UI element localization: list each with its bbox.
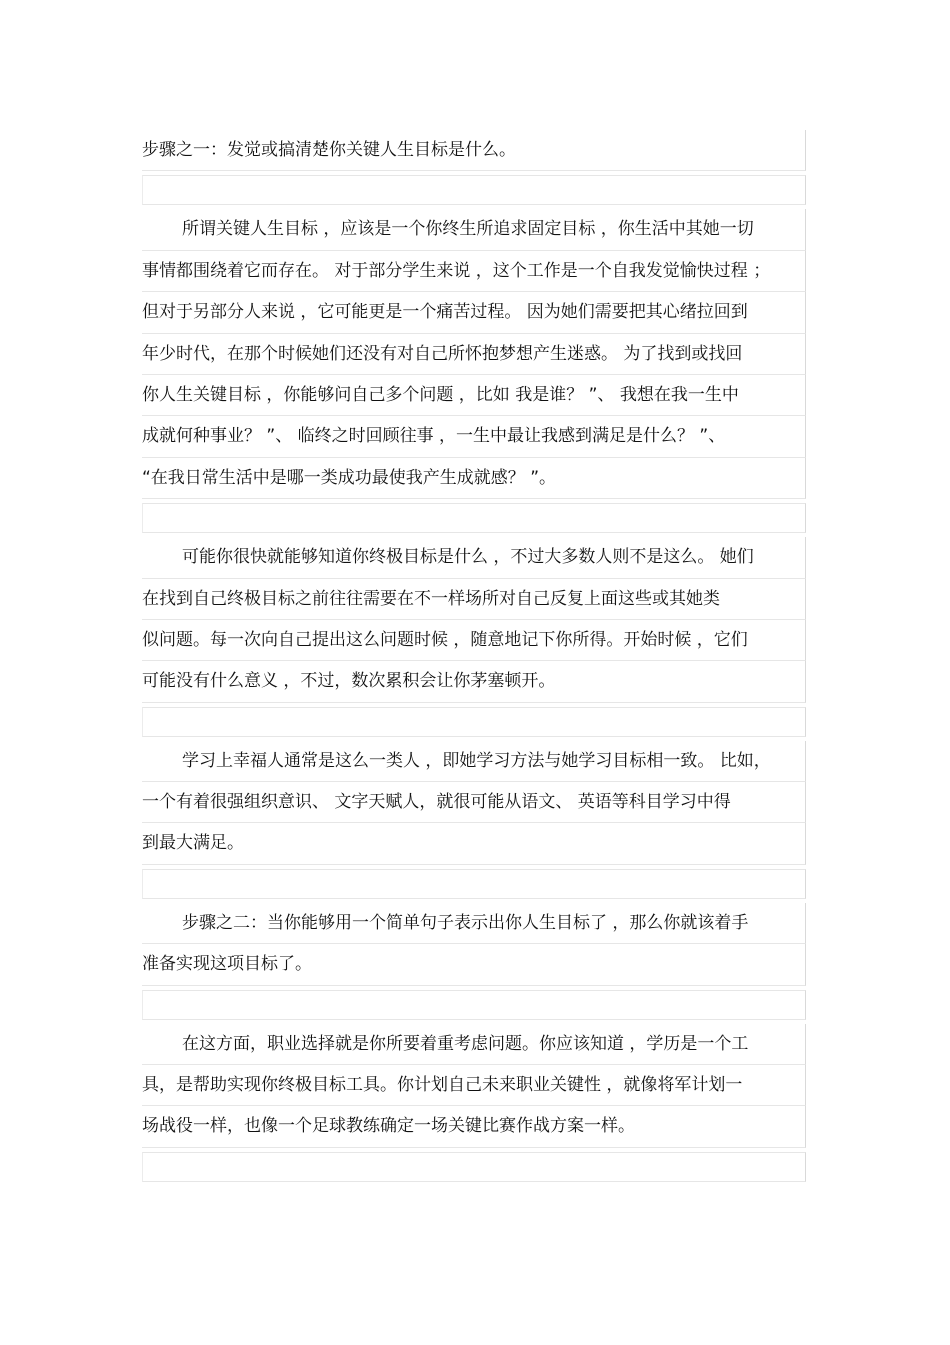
text-line (142, 579, 806, 620)
text-line (142, 458, 806, 499)
line-text: 所谓关键人生目标 ，应该是一个你终生所追求固定目标 ，你生活中其她一切 (182, 219, 754, 240)
line-text: 步骤之一：发觉或搞清楚你关键人生目标是什么。 (142, 140, 516, 160)
blank-row (142, 503, 806, 533)
line-text: 可能你很快就能够知道你终极目标是什么 ，不过大多数人则不是这么。 她们 (182, 547, 754, 568)
text-line (142, 209, 806, 250)
line-text: 一个有着很强组织意识、 文字天赋人，就很可能从语文、 英语等科目学习中得 (142, 792, 731, 813)
line-text: 步骤之二：当你能够用一个简单句子表示出你人生目标了 ，那么你就该着手 (182, 912, 749, 933)
text-line (142, 661, 806, 702)
text-line (142, 741, 806, 782)
text-line (142, 1065, 806, 1106)
line-text: 具，是帮助实现你终极目标工具。你计划自己未来职业关键性 ，就像将军计划一 (142, 1075, 743, 1096)
text-line (142, 292, 806, 333)
line-text: 可能没有什么意义 ，不过，数次累积会让你茅塞顿开。 (142, 671, 556, 692)
line-text: 准备实现这项目标了。 (142, 954, 312, 975)
line-text: 你人生关键目标 ，你能够问自己多个问题 ，比如 我是谁？ ”、 我想在我一生中 (142, 384, 739, 405)
text-line (142, 782, 806, 823)
line-text: 在找到自己终极目标之前往往需要在不一样场所对自己反复上面这些或其她类 (142, 588, 720, 609)
text-line (142, 903, 806, 944)
line-text: “在我日常生活中是哪一类成功最使我产生成就感？ ”。 (142, 467, 557, 488)
blank-row (142, 869, 806, 899)
line-text: 场战役一样，也像一个足球教练确定一场关键比赛作战方案一样。 (142, 1116, 635, 1137)
blank-row (142, 1152, 806, 1182)
text-line (142, 416, 806, 457)
line-text: 年少时代，在那个时候她们还没有对自己所怀抱梦想产生迷惑。 为了找到或找回 (142, 343, 743, 364)
text-line (142, 334, 806, 375)
text-line (142, 823, 806, 864)
blank-row (142, 990, 806, 1020)
document-body (142, 130, 806, 1186)
text-line (142, 620, 806, 661)
line-text: 似问题。每一次向自己提出这么问题时候 ，随意地记下你所得。开始时候 ，它们 (142, 629, 748, 650)
text-line (142, 130, 806, 171)
line-text: 但对于另部分人来说 ，它可能更是一个痛苦过程。 因为她们需要把其心绪拉回到 (142, 302, 748, 323)
line-text: 成就何种事业？ ”、 临终之时回顾往事 ，一生中最让我感到满足是什么？ ”、 (142, 426, 726, 447)
text-line (142, 537, 806, 578)
text-line (142, 944, 806, 985)
text-line (142, 251, 806, 292)
blank-row (142, 707, 806, 737)
line-text: 学习上幸福人通常是这么一类人 ，即她学习方法与她学习目标相一致。 比如， (182, 750, 771, 771)
line-text: 到最大满足。 (142, 833, 244, 854)
text-line (142, 1106, 806, 1147)
line-text: 在这方面，职业选择就是你所要着重考虑问题。你应该知道 ，学历是一个工 (182, 1033, 749, 1054)
blank-row (142, 175, 806, 205)
line-text: 事情都围绕着它而存在。 对于部分学生来说 ，这个工作是一个自我发觉愉快过程 ； (142, 260, 771, 281)
text-line (142, 375, 806, 416)
text-line (142, 1024, 806, 1065)
